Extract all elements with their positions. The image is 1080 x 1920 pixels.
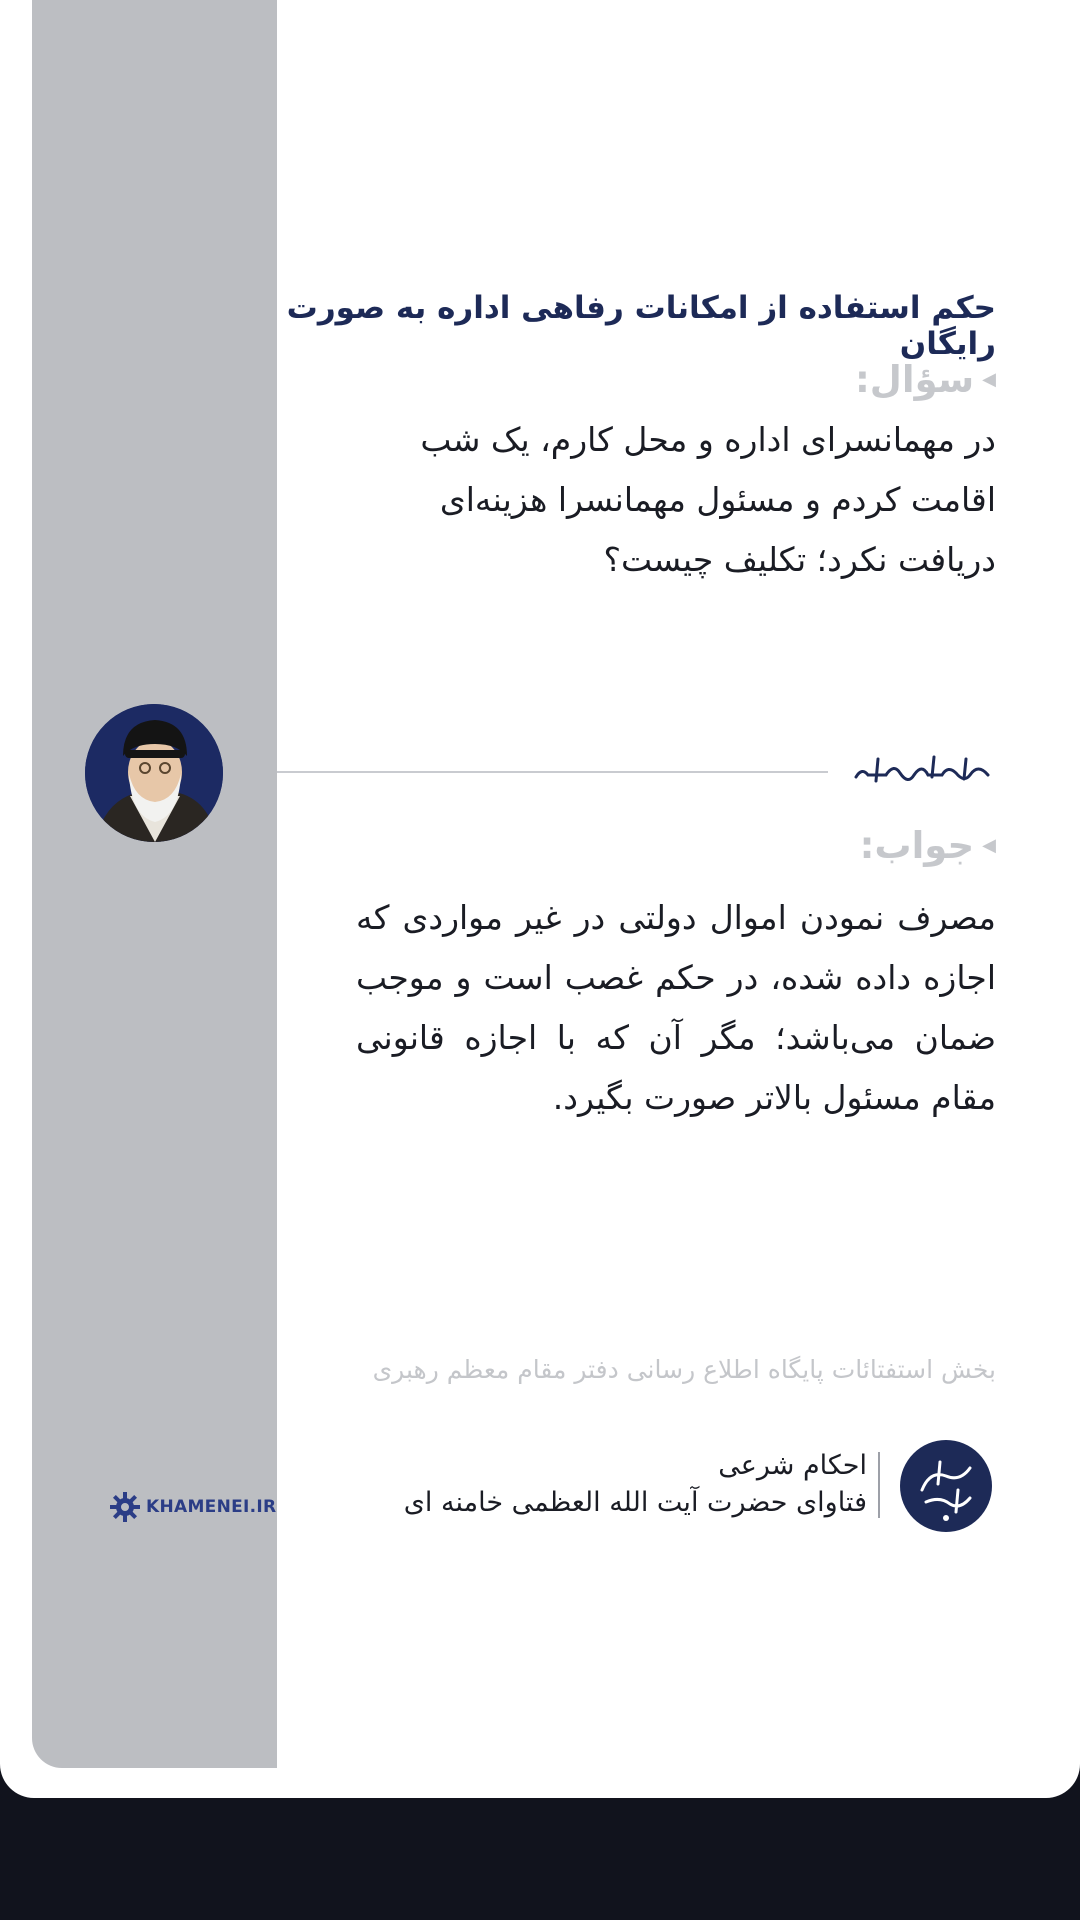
- source-text: بخش استفتائات پایگاه اطلاع رسانی دفتر مقام معظم رهبری: [372, 1355, 996, 1384]
- portrait-image: [85, 704, 223, 842]
- triangle-left-icon: ◀: [982, 369, 996, 390]
- question-text: در مهمانسرای اداره و محل کارم، یک شب اقامت کردم و مسئول مهمانسرا هزینه‌ای دریافت نکرد؛ تکلیف چیست؟: [420, 420, 996, 579]
- page-title: حکم استفاده از امکانات رفاهی اداره به صورت رایگان: [286, 290, 996, 362]
- gear-logo-icon: [108, 1490, 142, 1524]
- footer-category: احکام شرعی: [718, 1450, 867, 1481]
- brand-name[interactable]: KHAMENEI.IR: [146, 1497, 277, 1517]
- footer-subtitle: فتاوای حضرت آیت الله العظمی خامنه ای: [403, 1487, 867, 1518]
- basmala-calligraphy: [848, 745, 998, 795]
- brand-logo: [108, 1490, 276, 1524]
- avatar: [85, 704, 223, 842]
- sidebar-panel: [32, 0, 277, 1768]
- footer-separator: [878, 1452, 880, 1518]
- question-label: [855, 358, 996, 401]
- answer-label-text: جواب:: [859, 824, 975, 867]
- ahkam-logo-icon: [900, 1440, 992, 1532]
- question-label-text: سؤال:: [854, 358, 975, 401]
- answer-label: [860, 824, 996, 867]
- answer-text: مصرف نمودن اموال دولتی در غیر مواردی که اجازه داده شده، در حکم غصب است و موجب ضمان می‌باشد؛ مگر آن که با اجازه قانونی مقام مسئول بالاتر صورت بگیرد.: [356, 898, 996, 1117]
- divider: [277, 771, 828, 773]
- triangle-left-icon: ◀: [982, 835, 996, 856]
